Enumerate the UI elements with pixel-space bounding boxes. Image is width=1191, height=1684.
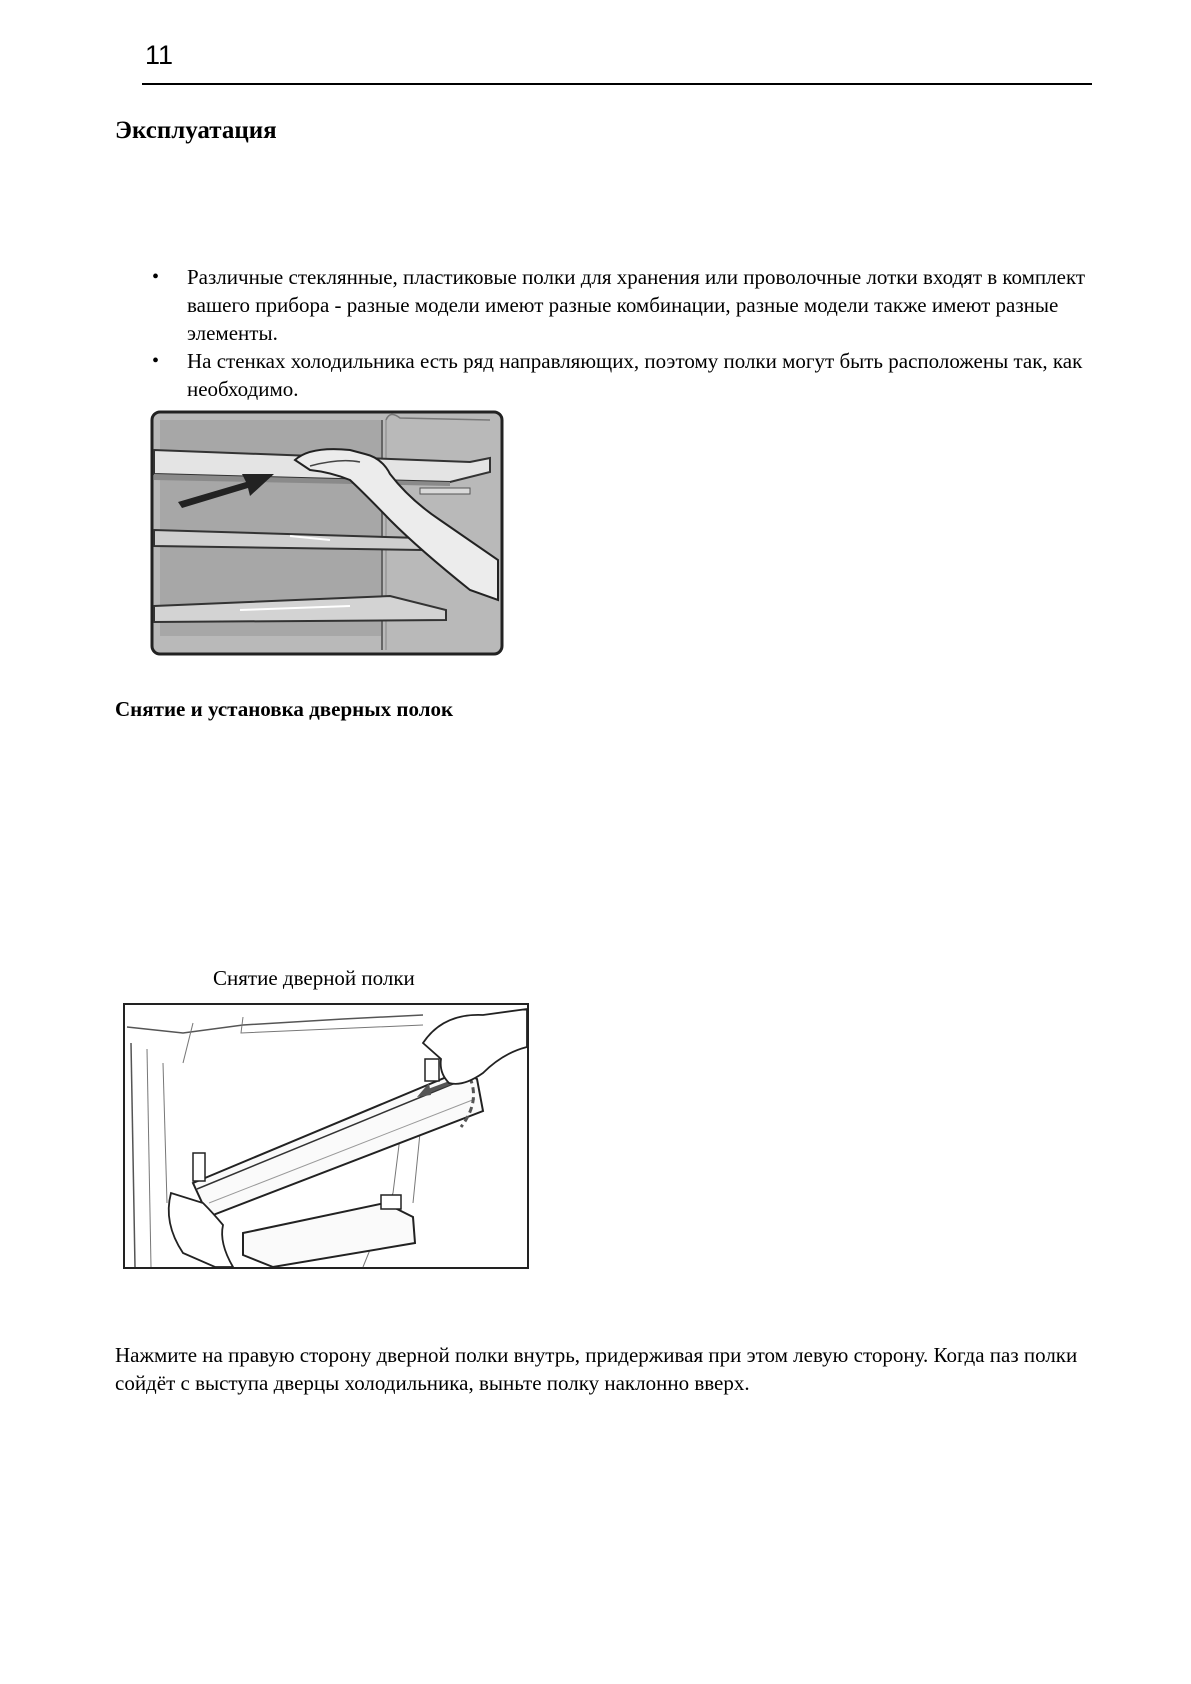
subsection-title: Снятие и установка дверных полок — [115, 697, 454, 721]
page-number: 11 — [145, 40, 174, 70]
figure-caption: Снятие дверной полки — [213, 966, 415, 990]
section-title: Эксплуатация — [115, 117, 277, 144]
shelf-illustration — [150, 410, 504, 656]
list-item: • На стенках холодильника есть ряд направляющих, поэтому полки могут быть расположены так, как необходимо. — [150, 347, 1130, 403]
instruction-text: Нажмите на правую сторону дверной полки внутрь, придерживая при этом левую сторону. Когда паз полки сойдёт с выступа дверцы холодильника, выньте полку наклонно вверх. — [115, 1343, 1078, 1395]
list-item: • Различные стеклянные, пластиковые полки для хранения или проволочные лотки входят в комплект вашего прибора - разные модели имеют разные комбинации, разные модели также имеют разные элементы. — [150, 263, 1130, 347]
door-shelf-illustration — [123, 1003, 529, 1269]
header-divider — [142, 83, 1092, 85]
bullet-list — [150, 263, 1130, 403]
